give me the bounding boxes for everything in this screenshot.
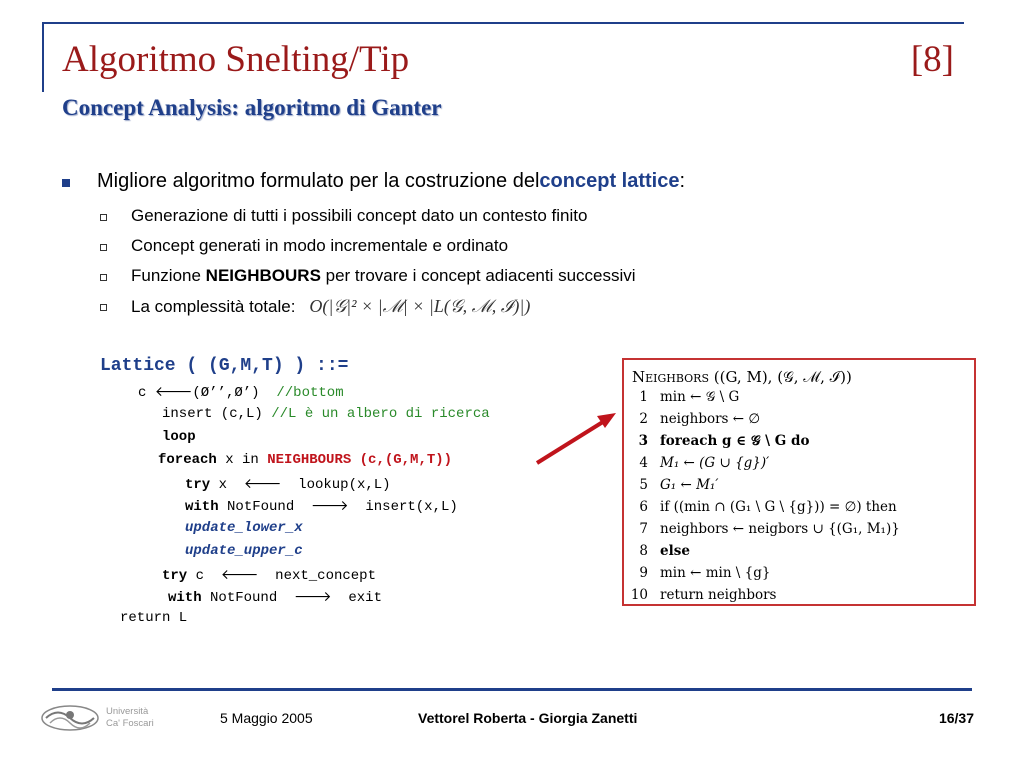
algorithm-line xyxy=(630,496,897,518)
line-text: M₁ ← (G ∪ {g})′ xyxy=(660,455,770,471)
code-comment: //L è un albero di ricerca xyxy=(271,406,490,422)
algorithm-line xyxy=(630,408,760,430)
code-keyword: with xyxy=(185,499,219,515)
slide-reference: [8] xyxy=(910,39,954,80)
line-number: 10 xyxy=(630,587,648,603)
code-token: NotFound 🡒 exit xyxy=(201,590,382,606)
line-text: min ← 𝒢 \ G xyxy=(660,389,740,405)
algorithm-line xyxy=(630,584,777,606)
sub-bullet-suffix: per trovare i concept adiacenti successivi xyxy=(325,266,636,285)
footer-rule xyxy=(52,688,972,691)
line-number: 1 xyxy=(639,389,648,405)
line-text: neighbors ← neigbors ∪ {(G₁, M₁)} xyxy=(660,521,900,537)
sub-bullet-text: La complessità totale: xyxy=(131,296,296,316)
university-logo-icon xyxy=(40,703,100,733)
code-highlight: NEIGHBOURS (c,(G,M,T)) xyxy=(267,452,453,468)
line-number: 4 xyxy=(639,455,648,471)
algorithm-line xyxy=(630,518,900,540)
sub-bullet-text: Concept generati in modo incrementale e ordinato xyxy=(131,236,509,255)
algorithm-line xyxy=(630,430,809,452)
code-line-7: update_lower_x xyxy=(185,520,303,536)
code-token: c 🡐 next_concept xyxy=(187,568,376,584)
line-number: 8 xyxy=(639,543,648,559)
code-token: x 🡐 lookup(x,L) xyxy=(210,477,391,493)
university-name xyxy=(106,706,154,730)
code-keyword: try xyxy=(162,568,188,584)
line-number: 6 xyxy=(639,499,648,515)
sub-bullet-text: Generazione di tutti i possibili concept dato un contesto finito xyxy=(131,206,588,225)
footer-date: 5 Maggio 2005 xyxy=(220,710,313,726)
line-number: 9 xyxy=(639,565,648,581)
line-text: else xyxy=(660,543,690,559)
slide-subtitle: Concept Analysis: algoritmo di Ganter xyxy=(62,95,442,120)
slide-title: Algoritmo Snelting/Tip xyxy=(62,39,410,80)
line-number: 5 xyxy=(639,477,648,493)
line-number: 7 xyxy=(639,521,648,537)
code-token: NotFound 🡒 insert(x,L) xyxy=(218,499,458,515)
code-keyword: try xyxy=(185,477,211,493)
code-token: insert (c,L) xyxy=(162,406,272,422)
line-text: foreach g ∈ 𝒢 \ G do xyxy=(660,433,810,449)
code-line-11: return L xyxy=(120,610,188,626)
line-text: if ((min ∩ (G₁ \ G \ {g})) = ∅) then xyxy=(660,499,897,515)
footer-authors: Vettorel Roberta - Giorgia Zanetti xyxy=(418,710,638,726)
line-text: G₁ ← M₁′ xyxy=(660,477,719,493)
code-line-8: update_upper_c xyxy=(185,543,303,559)
code-line-3: loop xyxy=(162,429,196,445)
main-bullet-suffix: : xyxy=(679,170,686,192)
sub-bullet-bold: NEIGHBOURS xyxy=(205,266,321,285)
code-keyword: foreach xyxy=(158,452,217,468)
neighbors-algorithm-box xyxy=(622,358,976,606)
main-bullet-highlight: concept lattice xyxy=(539,170,680,192)
line-text: return neighbors xyxy=(660,587,777,603)
algorithm-line xyxy=(630,474,718,496)
code-token: c xyxy=(138,385,155,401)
code-token: x in xyxy=(216,452,268,468)
university-name-line: Ca' Foscari xyxy=(106,718,154,729)
code-comment: //bottom xyxy=(259,385,344,401)
algorithm-title: Neighbors ((G, M), (𝒢, ℳ, ℐ)) xyxy=(632,368,852,386)
line-text: min ← min \ {g} xyxy=(660,565,771,581)
university-name-line: Università xyxy=(106,706,149,717)
complexity-formula: O(|𝒢|² × |ℳ| × |L(𝒢, ℳ, ℐ)|) xyxy=(309,296,531,316)
code-header: Lattice ( (G,M,T) ) ::= xyxy=(100,356,349,376)
code-token: 🡐(Ø’’,Ø’) xyxy=(154,385,260,401)
page-number: 16/37 xyxy=(938,710,974,726)
algorithm-line xyxy=(630,540,690,562)
main-bullet-prefix: Migliore algoritmo formulato per la costruzione del xyxy=(97,170,540,192)
line-number: 3 xyxy=(638,433,648,449)
sub-bullet-prefix: Funzione xyxy=(131,266,201,285)
algorithm-line xyxy=(630,562,770,584)
line-text: neighbors ← ∅ xyxy=(660,411,761,427)
algorithm-line xyxy=(630,452,769,474)
algorithm-line xyxy=(630,386,739,408)
line-number: 2 xyxy=(639,411,648,427)
code-keyword: with xyxy=(168,590,202,606)
